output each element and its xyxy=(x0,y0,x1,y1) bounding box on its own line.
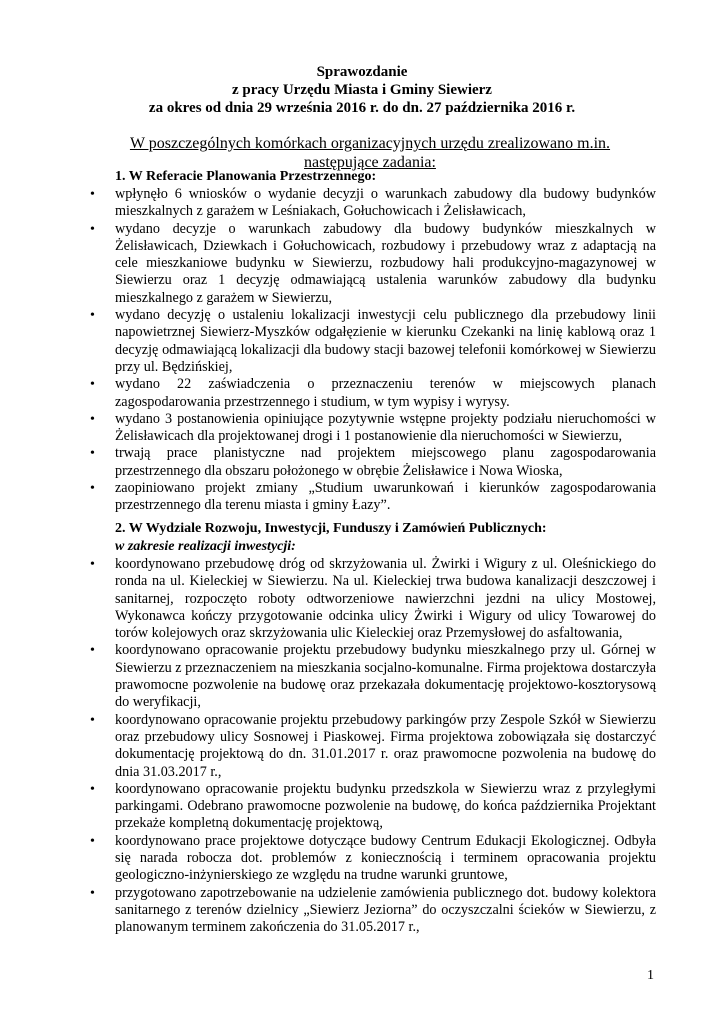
document-period: za okres od dnia 29 września 2016 r. do dn. 27 października 2016 r. xyxy=(148,100,576,116)
bullet-icon: • xyxy=(90,377,95,393)
bullet-icon: • xyxy=(90,781,95,797)
document-title: Sprawozdanie xyxy=(316,64,408,80)
bullet-icon: • xyxy=(90,712,95,728)
list-item-text: wydano 3 postanowienia opiniujące pozytywnie wstępne projekty podziału nieruchomości w Żelisławicach dla projektowanej drogi i 1 postanowienie dla nieruchomości w Siewierzu, xyxy=(115,410,656,445)
document-subtitle: z pracy Urzędu Miasta i Gminy Siewierz xyxy=(232,82,492,98)
list-item xyxy=(0,781,724,833)
list-item-text: zaopiniowano projekt zmiany „Studium uwarunkowań i kierunków zagospodarowania przestrzennego dla terenu miasta i gminy Łazy”. xyxy=(115,480,656,514)
list-item xyxy=(0,411,724,446)
list-item xyxy=(0,221,724,307)
bullet-icon: • xyxy=(90,187,95,202)
list-item xyxy=(0,480,724,515)
list-item-text: przygotowano zapotrzebowanie na udzielenie zamówienia publicznego dot. budowy kolektora sanitarnego z terenów dzielnicy „Siewierz Jeziorna” do oczyszczalni ścieków w Siewierzu, z planowanym terminem zakończenia do 31.05.2017 r., xyxy=(115,884,656,936)
list-item xyxy=(0,642,724,711)
list-item xyxy=(0,833,724,885)
list-item-text: wydano decyzje o warunkach zabudowy dla budowy budynków mieszkalnych w Żelisławicach, Dziewkach i Gołuchowicach, rozbudowy i przebudowy wraz z adaptacją na cele mieszkaniowe budynku w Siewierzu, rozbudowy hali produkcyjno-magazynowej w Siewierzu oraz 1 decyzję odmawiającą ustalenia warunków zabudowy dla budynku mieszkalnego z garażem w Siewierzu, xyxy=(115,220,656,306)
section-2-heading: 2. W Wydziale Rozwoju, Inwestycji, Funduszy i Zamówień Publicznych: xyxy=(115,521,547,536)
list-item-text: wydano 22 zaświadczenia o przeznaczeniu terenów w miejscowych planach zagospodarowania przestrzennego i studium, w tym wypisy i wyrysy. xyxy=(115,376,656,410)
section-2-subheading: w zakresie realizacji inwestycji: xyxy=(115,539,296,554)
list-item-text: wydano decyzję o ustaleniu lokalizacji inwestycji celu publicznego dla przebudowy linii napowietrznej Siewierz-Myszków odgałęzienie w kierunku Czekanki na linię kablową oraz 1 decyzję odmawiającą lokalizacji dla budowy stacji bazowej telefonii komórkowej w Siewierzu przy ul. Będzińskiej, xyxy=(115,307,656,375)
list-item-text: koordynowano opracowanie projektu budynku przedszkola w Siewierzu wraz z przyległymi parkingami. Odebrano prawomocne pozwolenie na budowę, do końca października Projektant przekaże kompletną dokumentację projektową, xyxy=(115,780,656,832)
section-1-heading: 1. W Referacie Planowania Przestrzennego: xyxy=(115,169,377,184)
list-item xyxy=(0,712,724,781)
bullet-icon: • xyxy=(90,446,95,462)
section-2-list xyxy=(0,556,724,937)
list-item xyxy=(0,186,724,221)
page-number: 1 xyxy=(647,968,654,983)
list-item xyxy=(0,556,724,642)
intro-text: W poszczególnych komórkach organizacyjnych urzędu zrealizowano m.in. następujące zadania: xyxy=(129,135,611,171)
section-1-list xyxy=(0,186,724,515)
bullet-icon: • xyxy=(90,643,95,659)
list-item xyxy=(0,445,724,480)
bullet-icon: • xyxy=(90,308,95,324)
list-item-text: trwają prace planistyczne nad projektem miejscowego planu zagospodarowania przestrzennego dla obszaru położonego w obrębie Żelisławice i Nowa Wioska, xyxy=(115,445,656,479)
bullet-icon: • xyxy=(90,885,95,901)
list-item-text: koordynowano prace projektowe dotyczące budowy Centrum Edukacji Ekologicznej. Odbyła się narada robocza dot. problemów z koniecznością i terminem opracowania projektu geologiczno-inżynierskiego ze względu na trudne warunki gruntowe, xyxy=(115,832,656,884)
list-item-text: wpłynęło 6 wniosków o wydanie decyzji o warunkach zabudowy dla budowy budynków mieszkalnych z garażem w Leśniakach, Gołuchowicach i Żelisławicach, xyxy=(115,186,656,220)
list-item-text: koordynowano opracowanie projektu przebudowy parkingów przy Zespole Szkół w Siewierzu oraz przebudowy ulicy Sosnowej i Piaskowej. Firma projektowa zobowiązała się dostarczyć dokumentację projektową do dn. 31.01.2017 r. oraz prawomocne pozwolenia na budowę do dnia 31.03.2017 r., xyxy=(115,711,656,780)
bullet-icon: • xyxy=(90,221,95,237)
list-item xyxy=(0,307,724,376)
bullet-icon: • xyxy=(90,411,95,427)
bullet-icon: • xyxy=(90,833,95,849)
list-item xyxy=(0,376,724,411)
bullet-icon: • xyxy=(90,557,95,572)
list-item-text: koordynowano przebudowę dróg od skrzyżowania ul. Żwirki i Wigury z ul. Oleśnickiego do ronda na ul. Kieleckiej w Siewierzu. Na ul. Kieleckiej trwa budowa kanalizacji deszczowej i sanitarnej, rozpoczęto roboty odtworzeniowe nawierzchni jezdni na ulicy Mostowej, Wykonawca kończy przygotowanie odcinka ulicy Żwirki i Wigury od ulicy Towarowej do torów kolejowych oraz skrzyżowania ulic Kieleckiej oraz Przemysłowej do asfaltowania, xyxy=(115,556,656,642)
list-item xyxy=(0,885,724,937)
list-item-text: koordynowano opracowanie projektu przebudowy budynku mieszkalnego przy ul. Górnej w Siewierzu z przeznaczeniem na mieszkania socjalno-komunalne. Firma projektowa dostarczyła prawomocne pozwolenie na budowę oraz przekazała dokumentację projektowo-kosztorysową do weryfikacji, xyxy=(115,642,656,711)
bullet-icon: • xyxy=(90,481,95,497)
